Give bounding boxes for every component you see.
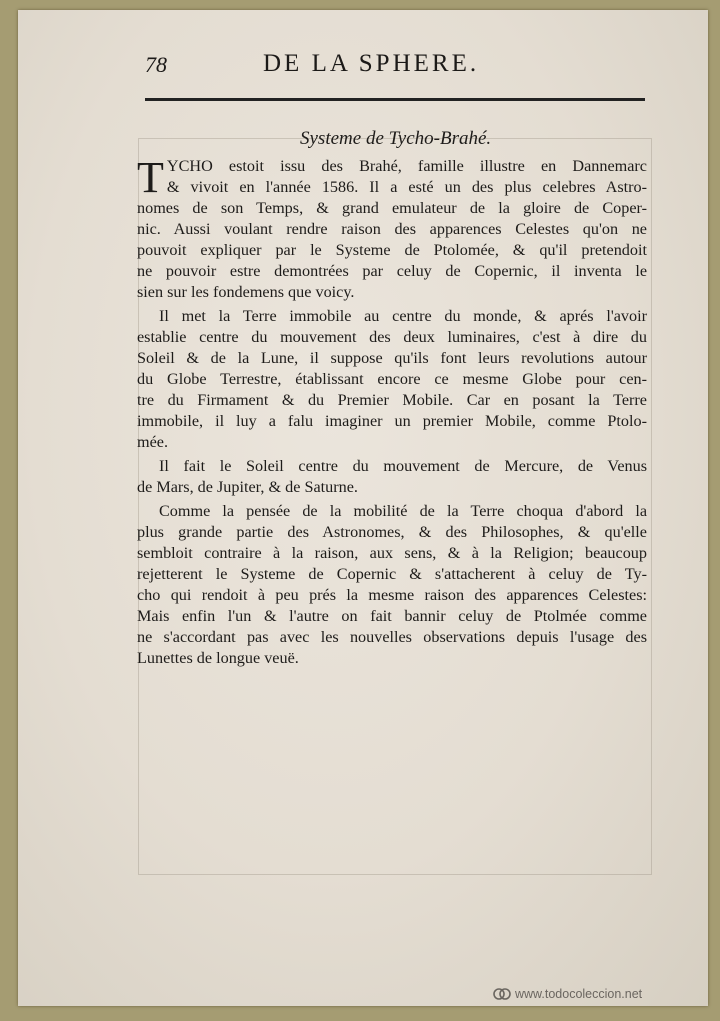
text-line: cho qui rendoit à peu prés la mesme raison des apparences Celestes: bbox=[137, 586, 647, 604]
text-line: du Globe Terrestre, établissant encore ce mesme Globe pour cen- bbox=[137, 370, 647, 388]
text-line: establie centre du mouvement des deux luminaires, c'est à dire du bbox=[137, 328, 647, 346]
page-header bbox=[145, 46, 645, 86]
todocoleccion-logo-icon bbox=[493, 987, 511, 1001]
text-line: nic. Aussi voulant rendre raison des apparences Celestes qu'on ne bbox=[137, 220, 647, 238]
text-line: pouvoit expliquer par le Systeme de Ptolomée, & qu'il pretendoit bbox=[137, 241, 647, 259]
text-line: plus grande partie des Astronomes, & des Philosophes, & qu'elle bbox=[137, 523, 647, 541]
text-line: Soleil & de la Lune, il suppose qu'ils font leurs revolutions autour bbox=[137, 349, 647, 367]
text-line: immobile, il luy a falu imaginer un premier Mobile, comme Ptolo- bbox=[137, 412, 647, 430]
text-line: Il fait le Soleil centre du mouvement de Mercure, de Venus bbox=[159, 457, 647, 475]
text-line: mée. bbox=[137, 433, 169, 451]
text-line: YCHO estoit issu des Brahé, famille illustre en Dannemarc bbox=[166, 157, 647, 175]
site-watermark bbox=[493, 987, 642, 1001]
paragraph-4 bbox=[137, 501, 647, 669]
text-line: nomes de son Temps, & grand emulateur de la gloire de Coper- bbox=[137, 199, 647, 217]
paragraph-1 bbox=[137, 153, 647, 303]
text-line: Comme la pensée de la mobilité de la Terre choqua d'abord la bbox=[159, 502, 647, 520]
text-line: & vivoit en l'année 1586. Il a esté un des plus celebres Astro- bbox=[166, 178, 647, 196]
paragraph-2 bbox=[137, 306, 647, 453]
text-line: ne pouvoir estre demontrées par celuy de Copernic, il inventa le bbox=[137, 262, 647, 280]
running-head: DE LA SPHERE. bbox=[263, 50, 480, 77]
header-rule bbox=[145, 98, 645, 101]
text-line: rejetterent le Systeme de Copernic & s'attacherent à celuy de Ty- bbox=[137, 565, 647, 583]
text-line: Lunettes de longue veuë. bbox=[137, 649, 299, 667]
text-line: sien sur les fondemens que voicy. bbox=[137, 283, 355, 301]
text-line: ne s'accordant pas avec les nouvelles observations depuis l'usage des bbox=[137, 628, 647, 646]
drop-cap: T bbox=[137, 153, 164, 202]
text-body bbox=[137, 153, 647, 669]
text-line: Il met la Terre immobile au centre du monde, & aprés l'avoir bbox=[159, 307, 647, 325]
section-title: Systeme de Tycho-Brahé. bbox=[300, 128, 492, 149]
text-line: sembloit contraire à la raison, aux sens, & à la Religion; beaucoup bbox=[137, 544, 647, 562]
page-number: 78 bbox=[145, 52, 167, 77]
text-line: Mais enfin l'un & l'autre on fait bannir celuy de Ptolmée comme bbox=[137, 607, 647, 625]
watermark-text: www.todocoleccion.net bbox=[515, 987, 643, 1001]
text-line: de Mars, de Jupiter, & de Saturne. bbox=[137, 478, 358, 496]
paragraph-3 bbox=[137, 456, 647, 498]
text-line: tre du Firmament & du Premier Mobile. Car en posant la Terre bbox=[137, 391, 647, 409]
